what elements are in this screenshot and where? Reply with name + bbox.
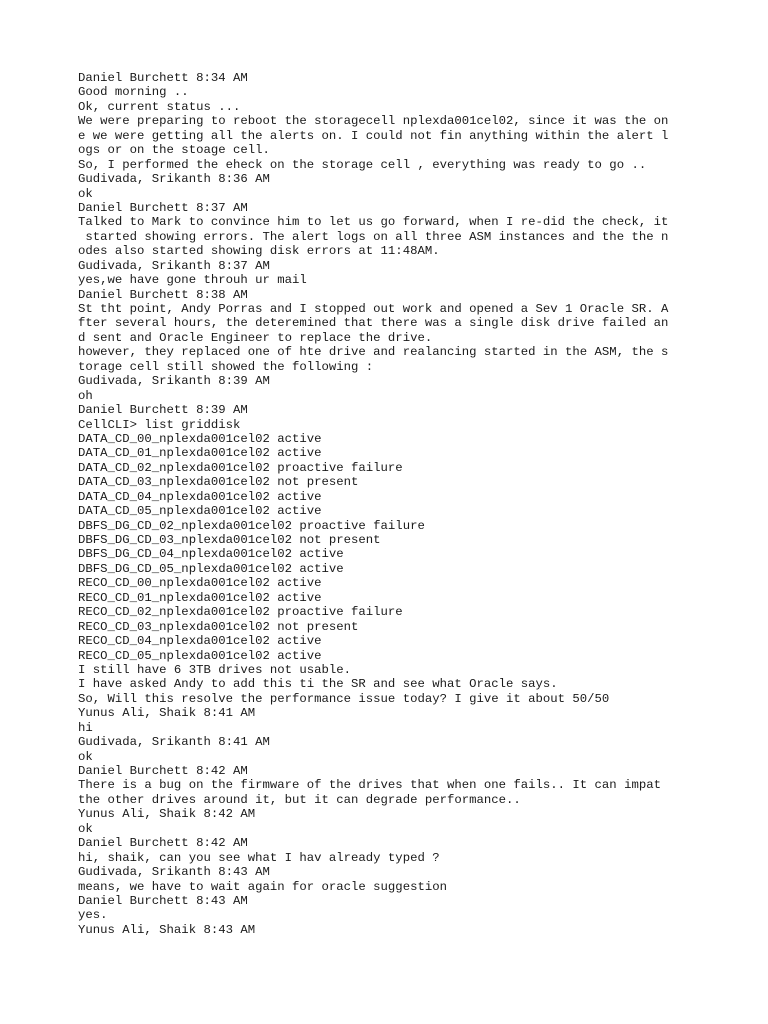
text-line: Yunus Ali, Shaik 8:41 AM bbox=[78, 706, 256, 721]
text-line: Talked to Mark to convince him to let us go forward, when I re-did the check, it bbox=[78, 215, 669, 230]
text-line: DBFS_DG_CD_05_nplexda001cel02 active bbox=[78, 561, 344, 576]
text-line: RECO_CD_04_nplexda001cel02 active bbox=[78, 634, 322, 649]
text-line: Gudivada, Srikanth 8:36 AM bbox=[78, 172, 270, 187]
text-line: Daniel Burchett 8:37 AM bbox=[78, 200, 248, 215]
text-line: fter several hours, the deteremined that there was a single disk drive failed an bbox=[78, 316, 669, 331]
text-line: DBFS_DG_CD_04_nplexda001cel02 active bbox=[78, 547, 344, 562]
text-line: DATA_CD_03_nplexda001cel02 not present bbox=[78, 475, 359, 490]
text-line: e we were getting all the alerts on. I could not fin anything within the alert l bbox=[78, 128, 669, 143]
text-line: Gudivada, Srikanth 8:37 AM bbox=[78, 258, 270, 273]
text-line: odes also started showing disk errors at 11:48AM. bbox=[78, 244, 440, 259]
text-line: So, I performed the eheck on the storage cell , everything was ready to go .. bbox=[78, 157, 647, 172]
text-line: hi, shaik, can you see what I hav already typed ? bbox=[78, 850, 440, 865]
text-line: I still have 6 3TB drives not usable. bbox=[78, 662, 352, 677]
text-line: There is a bug on the firmware of the drives that when one fails.. It can impat bbox=[78, 778, 661, 793]
text-line: RECO_CD_05_nplexda001cel02 active bbox=[78, 648, 322, 663]
text-line: d sent and Oracle Engineer to replace the drive. bbox=[78, 330, 433, 345]
text-line: torage cell still showed the following : bbox=[78, 359, 374, 374]
text-line: Daniel Burchett 8:38 AM bbox=[78, 287, 248, 302]
text-line: Daniel Burchett 8:34 AM bbox=[78, 71, 248, 85]
text-line: means, we have to wait again for oracle suggestion bbox=[78, 879, 447, 894]
text-line: CellCLI> list griddisk bbox=[78, 417, 241, 432]
text-line: I have asked Andy to add this ti the SR and see what Oracle says. bbox=[78, 677, 558, 692]
text-line: DATA_CD_02_nplexda001cel02 proactive failure bbox=[78, 460, 403, 475]
text-line: however, they replaced one of hte drive and realancing started in the ASM, the s bbox=[78, 345, 669, 360]
text-line: Daniel Burchett 8:42 AM bbox=[78, 764, 248, 778]
text-line: St tht point, Andy Porras and I stopped out work and opened a Sev 1 Oracle SR. A bbox=[78, 302, 669, 316]
text-line: oh bbox=[78, 388, 93, 403]
text-line: the other drives around it, but it can degrade performance.. bbox=[78, 792, 521, 807]
text-line: DATA_CD_01_nplexda001cel02 active bbox=[78, 446, 322, 461]
text-line: yes. bbox=[78, 908, 108, 923]
text-line: Daniel Burchett 8:43 AM bbox=[78, 893, 248, 908]
text-line: hi bbox=[78, 720, 93, 735]
text-line: yes,we have gone throuh ur mail bbox=[78, 273, 307, 288]
text-line: Gudivada, Srikanth 8:43 AM bbox=[78, 865, 270, 880]
text-line: started showing errors. The alert logs on all three ASM instances and the the n bbox=[78, 229, 669, 244]
text-line: Daniel Burchett 8:39 AM bbox=[78, 403, 248, 418]
text-line: RECO_CD_03_nplexda001cel02 not present bbox=[78, 619, 359, 634]
text-line: DATA_CD_04_nplexda001cel02 active bbox=[78, 489, 322, 504]
text-line: Yunus Ali, Shaik 8:42 AM bbox=[78, 807, 256, 822]
text-line: DBFS_DG_CD_02_nplexda001cel02 proactive failure bbox=[78, 518, 425, 533]
text-line: ok bbox=[78, 186, 93, 201]
text-line: RECO_CD_02_nplexda001cel02 proactive failure bbox=[78, 605, 403, 620]
text-line: RECO_CD_01_nplexda001cel02 active bbox=[78, 590, 322, 605]
text-line: Daniel Burchett 8:42 AM bbox=[78, 836, 248, 851]
text-line: Gudivada, Srikanth 8:41 AM bbox=[78, 735, 270, 750]
text-line: ogs or on the stoage cell. bbox=[78, 143, 270, 158]
text-line: Yunus Ali, Shaik 8:43 AM bbox=[78, 922, 256, 937]
text-line: DATA_CD_00_nplexda001cel02 active bbox=[78, 431, 322, 446]
text-line: DATA_CD_05_nplexda001cel02 active bbox=[78, 504, 322, 519]
text-line: We were preparing to reboot the storagecell nplexda001cel02, since it was the on bbox=[78, 114, 669, 129]
text-line: ok bbox=[78, 749, 93, 764]
text-line: Gudivada, Srikanth 8:39 AM bbox=[78, 374, 270, 389]
text-line: DBFS_DG_CD_03_nplexda001cel02 not present bbox=[78, 533, 381, 547]
text-line: ok bbox=[78, 821, 93, 836]
text-line: RECO_CD_00_nplexda001cel02 active bbox=[78, 576, 322, 591]
text-line: Good morning .. bbox=[78, 85, 189, 100]
chat-transcript-page bbox=[78, 71, 698, 937]
text-line: Ok, current status ... bbox=[78, 99, 241, 114]
text-line: So, Will this resolve the performance issue today? I give it about 50/50 bbox=[78, 691, 610, 706]
